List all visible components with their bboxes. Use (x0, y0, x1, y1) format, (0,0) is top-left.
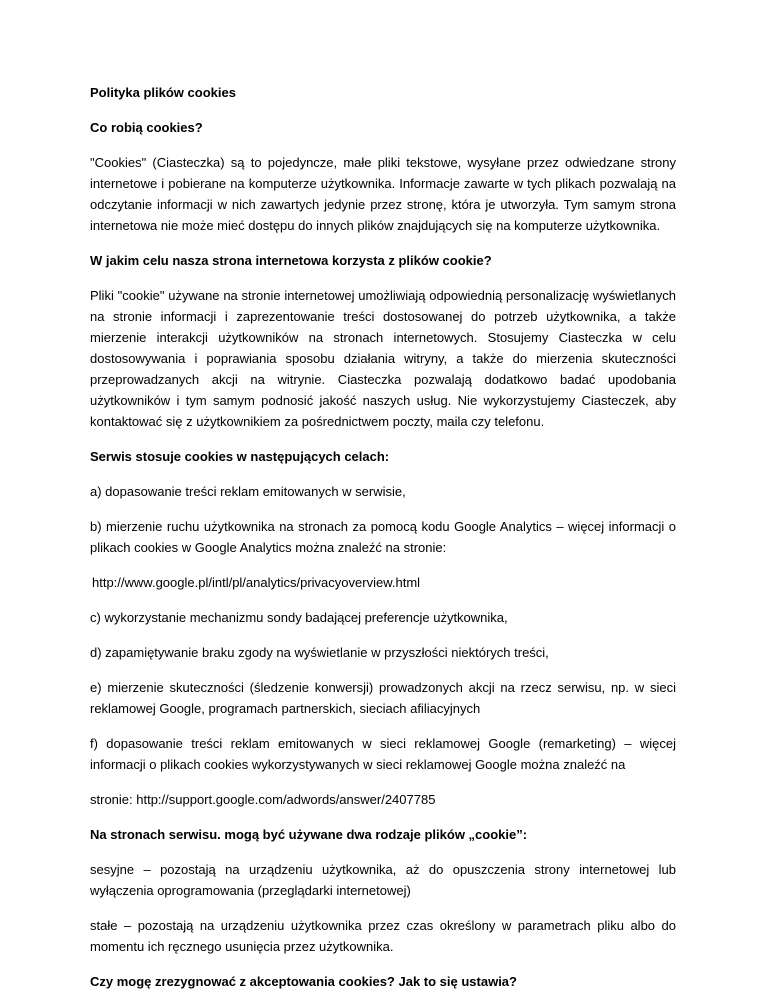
section-heading-uses: Serwis stosuje cookies w następujących celach: (90, 449, 390, 464)
list-item-b: b) mierzenie ruchu użytkownika na stronach za pomocą kodu Google Analytics – więcej informacji o plikach cookies w Google Analytics można znaleźć na stronie: (90, 519, 676, 555)
paragraph-purpose: Pliki "cookie" używane na stronie internetowej umożliwiają odpowiednią personalizację wyświetlanych na stronie informacji i zaprezentowanie treści dostosowanej do potrzeb użytkownika, a także mierzenie interakcji użytkowników na stronach internetowych. Stosujemy Ciasteczka w celu dostosowywania i poprawiania sposobu działania witryny, a także do mierzenia skuteczności przeprowadzanych akcji na witrynie. Ciasteczka pozwalają dodatkowo badać upodobania użytkowników i tym samym podnosić jakość naszych usług. Nie wykorzystujemy Ciasteczek, aby kontaktować się z użytkownikiem za pośrednictwem poczty, maila czy telefonu. (90, 288, 676, 429)
paragraph-what-cookies-do: "Cookies" (Ciasteczka) są to pojedyncze, małe pliki tekstowe, wysyłane przez odwiedzane strony internetowe i pobierane na komputerze użytkownika. Informacje zawarte w tych plikach pozwalają na odczytanie informacji w nich zawartych jedynie przez stronę, która je utworzyła. Tym samym strona internetowa nie może mieć dostępu do innych plików znajdujących się na komputerze użytkownika. (90, 155, 676, 233)
paragraph-persistent-cookies: stałe – pozostają na urządzeniu użytkownika przez czas określony w parametrach pliku albo do momentu ich ręcznego usunięcia przez użytkownika. (90, 918, 676, 954)
list-item-a: a) dopasowanie treści reklam emitowanych w serwisie, (90, 484, 406, 499)
link-google-adwords-answer[interactable]: stronie: http://support.google.com/adwords/answer/2407785 (90, 792, 436, 807)
list-item-c: c) wykorzystanie mechanizmu sondy badającej preferencje użytkownika, (90, 610, 508, 625)
section-heading-what-cookies-do: Co robią cookies? (90, 120, 203, 135)
section-heading-purpose: W jakim celu nasza strona internetowa korzysta z plików cookie? (90, 253, 492, 268)
section-heading-opt-out: Czy mogę zrezygnować z akceptowania cookies? Jak to się ustawia? (90, 974, 517, 989)
list-item-d: d) zapamiętywanie braku zgody na wyświetlanie w przyszłości niektórych treści, (90, 645, 549, 660)
link-google-analytics-privacy[interactable]: http://www.google.pl/intl/pl/analytics/privacyoverview.html (92, 575, 421, 590)
document-title: Polityka plików cookies (90, 85, 236, 100)
document-content (90, 82, 676, 1006)
paragraph-session-cookies: sesyjne – pozostają na urządzeniu użytkownika, aż do opuszczenia strony internetowej lub wyłączenia oprogramowania (przeglądarki internetowej) (90, 862, 676, 898)
list-item-e: e) mierzenie skuteczności (śledzenie konwersji) prowadzonych akcji na rzecz serwisu, np. w sieci reklamowej Google, programach partnerskich, sieciach afiliacyjnych (90, 680, 676, 716)
list-item-f: f) dopasowanie treści reklam emitowanych w sieci reklamowej Google (remarketing) – więcej informacji o plikach cookies wykorzystywanych w sieci reklamowej Google można znaleźć na (90, 736, 676, 772)
section-heading-cookie-types: Na stronach serwisu. mogą być używane dwa rodzaje plików „cookie”: (90, 827, 528, 842)
